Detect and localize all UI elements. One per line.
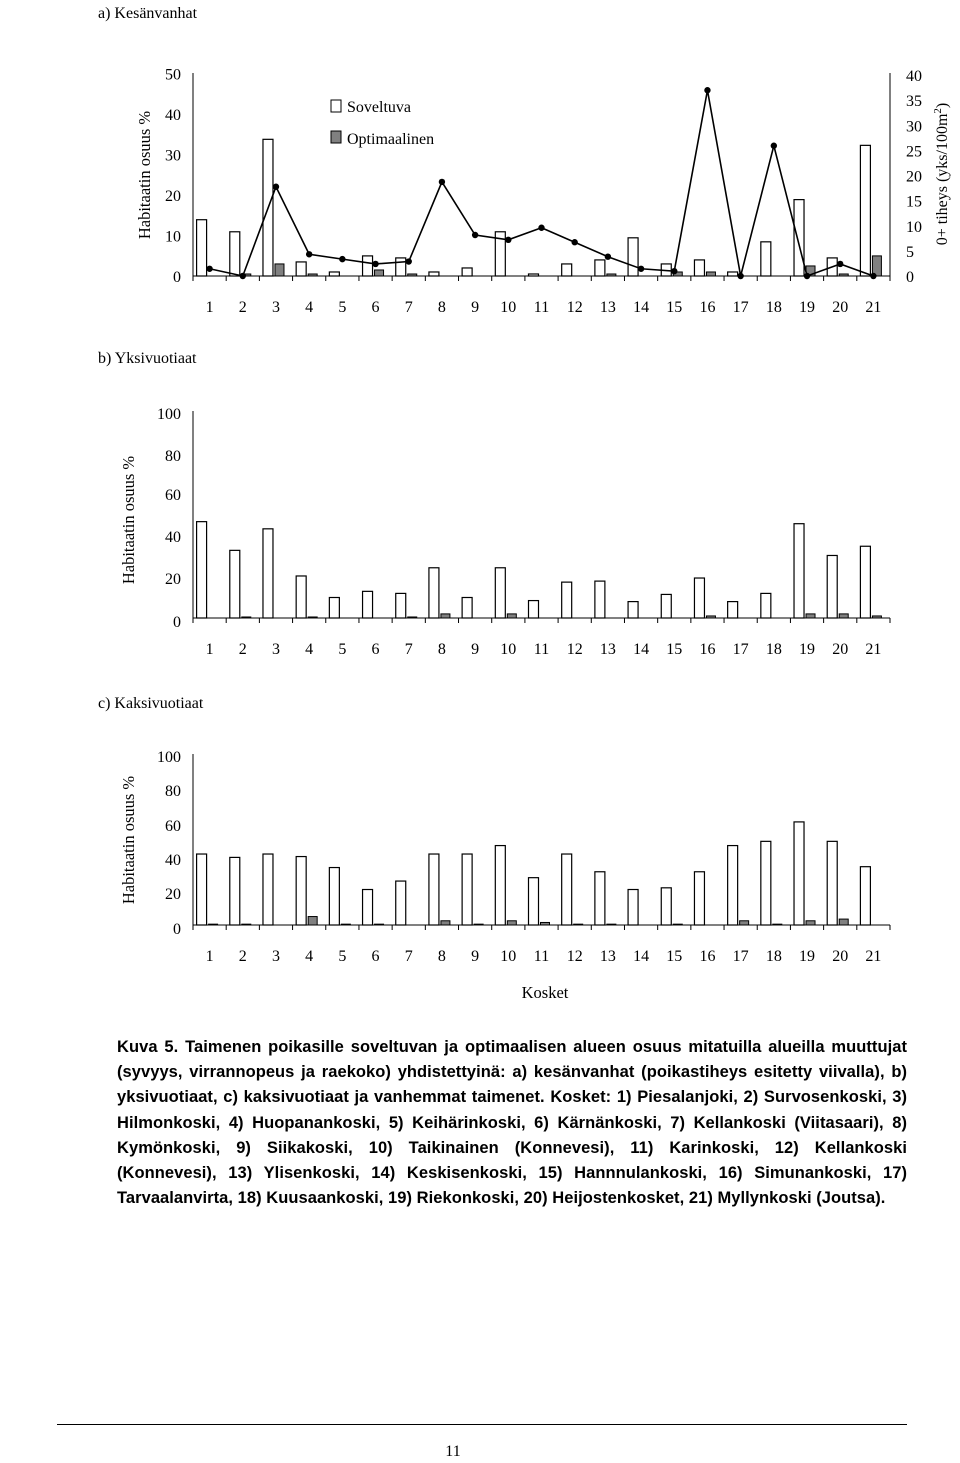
- y-right-tick-label: 10: [906, 218, 922, 236]
- x-tick-label: 19: [799, 299, 816, 316]
- bar-soveltuva: [529, 878, 539, 925]
- x-tick-label: 11: [533, 948, 550, 965]
- bar-soveltuva: [462, 854, 472, 925]
- bar-soveltuva: [728, 602, 738, 618]
- x-tick-label: 4: [305, 948, 314, 965]
- y-tick-label: 50: [165, 66, 181, 84]
- density-point: [737, 273, 743, 279]
- x-tick-label: 2: [238, 299, 247, 316]
- bar-soveltuva: [628, 602, 638, 618]
- bar-soveltuva: [628, 890, 638, 925]
- y-axis-title-right-main: 0+ tiheys (yks/100m: [934, 113, 951, 246]
- bar-optimaalinen: [574, 924, 583, 925]
- bar-optimaalinen: [806, 921, 815, 925]
- bar-soveltuva: [263, 529, 273, 618]
- x-tick-label: 5: [338, 641, 347, 658]
- x-tick-label: 13: [599, 299, 616, 316]
- bar-soveltuva: [197, 522, 207, 618]
- x-tick-label: 15: [666, 948, 683, 965]
- panel-title: a) Kesänvanhat: [98, 5, 198, 22]
- density-point: [870, 273, 876, 279]
- y-tick-label: 60: [165, 487, 181, 504]
- x-tick-label: 20: [832, 641, 849, 658]
- bar-optimaalinen: [308, 917, 317, 925]
- x-tick-label: 3: [271, 299, 280, 316]
- x-tick-label: 20: [832, 299, 849, 316]
- bar-optimaalinen: [706, 616, 715, 618]
- bar-soveltuva: [827, 555, 837, 618]
- y-axis-title-right-close: ): [934, 102, 951, 109]
- y-axis-title-right-sup: 2: [932, 108, 944, 114]
- x-tick-label: 7: [404, 299, 413, 316]
- x-tick-label: 12: [566, 641, 583, 658]
- density-point: [472, 232, 478, 238]
- bar-soveltuva: [860, 867, 870, 925]
- legend-label-optimaalinen: Optimaalinen: [347, 131, 435, 148]
- x-tick-label: 1: [205, 641, 214, 658]
- density-point: [306, 251, 312, 257]
- density-point: [372, 261, 378, 267]
- bar-soveltuva: [363, 256, 373, 276]
- density-point: [704, 87, 710, 93]
- x-tick-label: 17: [732, 641, 749, 658]
- x-tick-label: 19: [799, 948, 816, 965]
- y-right-tick-label: 20: [906, 168, 922, 186]
- density-point: [638, 266, 644, 272]
- bar-soveltuva: [595, 872, 605, 925]
- y-tick-label: 40: [165, 107, 181, 124]
- x-tick-label: 11: [533, 299, 550, 316]
- bar-optimaalinen: [507, 614, 516, 618]
- bar-soveltuva: [595, 581, 605, 618]
- bar-optimaalinen: [839, 614, 848, 618]
- y-tick-label: 60: [165, 818, 181, 835]
- figure-caption: [117, 1035, 907, 1211]
- y-tick-label: 10: [165, 228, 181, 246]
- bar-optimaalinen: [872, 616, 881, 618]
- panel-title: b) Yksivuotiaat: [98, 350, 197, 367]
- x-tick-label: 7: [404, 948, 413, 965]
- x-tick-label: 18: [765, 299, 782, 316]
- x-tick-label: 10: [500, 948, 517, 965]
- panel-title: c) Kaksivuotiaat: [98, 695, 204, 712]
- bar-optimaalinen: [341, 924, 350, 925]
- x-tick-label: 6: [371, 641, 380, 658]
- x-tick-label: 12: [566, 948, 583, 965]
- y-axis-title: Habitaatin osuus %: [119, 775, 138, 905]
- x-tick-label: 6: [371, 299, 380, 316]
- bar-optimaalinen: [607, 274, 616, 276]
- bar-soveltuva: [296, 262, 306, 276]
- bar-soveltuva: [761, 242, 771, 276]
- y-tick-label: 100: [157, 749, 181, 766]
- density-point: [406, 258, 412, 264]
- bar-soveltuva: [296, 576, 306, 618]
- density-point: [505, 237, 511, 243]
- bar-soveltuva: [329, 598, 339, 619]
- density-point: [771, 143, 777, 149]
- bar-soveltuva: [363, 591, 373, 618]
- bar-soveltuva: [827, 841, 837, 925]
- bar-soveltuva: [329, 868, 339, 925]
- bar-optimaalinen: [839, 919, 848, 925]
- x-tick-label: 18: [765, 948, 782, 965]
- x-tick-label: 1: [205, 299, 214, 316]
- x-tick-label: 1: [205, 948, 214, 965]
- bar-soveltuva: [230, 550, 240, 618]
- bar-soveltuva: [462, 268, 472, 276]
- y-axis-title-right: [932, 103, 951, 246]
- x-tick-label: 18: [765, 641, 782, 658]
- bar-soveltuva: [429, 568, 439, 618]
- bar-soveltuva: [794, 822, 804, 925]
- bar-soveltuva: [562, 582, 572, 618]
- bar-soveltuva: [396, 258, 406, 276]
- bar-soveltuva: [794, 524, 804, 618]
- legend-swatch-optimaalinen: [331, 131, 341, 143]
- x-tick-label: 14: [633, 948, 650, 965]
- x-tick-label: 9: [471, 948, 480, 965]
- y-tick-label: 0: [173, 921, 181, 938]
- bar-optimaalinen: [275, 264, 284, 276]
- x-tick-label: 8: [437, 641, 446, 658]
- x-axis-title: Kosket: [521, 983, 569, 1002]
- x-tick-label: 17: [732, 948, 749, 965]
- x-tick-label: 3: [271, 948, 280, 965]
- x-tick-label: 17: [732, 299, 749, 316]
- bar-soveltuva: [197, 854, 207, 925]
- caption-prefix: Kuva 5.: [117, 1038, 179, 1056]
- bar-soveltuva: [429, 854, 439, 925]
- x-tick-label: 8: [437, 948, 446, 965]
- y-tick-label: 0: [173, 614, 181, 631]
- y-right-tick-label: 0: [906, 269, 914, 286]
- bar-optimaalinen: [408, 617, 417, 618]
- bar-optimaalinen: [408, 274, 417, 276]
- x-tick-label: 20: [832, 948, 849, 965]
- x-tick-label: 4: [305, 641, 314, 658]
- bar-soveltuva: [694, 260, 704, 276]
- x-tick-label: 2: [238, 641, 247, 658]
- x-tick-label: 19: [799, 641, 816, 658]
- density-point: [240, 273, 246, 279]
- bar-soveltuva: [860, 546, 870, 618]
- y-tick-label: 40: [165, 529, 181, 546]
- x-tick-label: 10: [500, 641, 517, 658]
- bar-optimaalinen: [839, 274, 848, 276]
- bar-optimaalinen: [375, 924, 384, 925]
- x-tick-label: 14: [633, 641, 650, 658]
- bar-soveltuva: [529, 274, 539, 276]
- y-tick-label: 30: [165, 147, 181, 165]
- bar-soveltuva: [495, 568, 505, 618]
- bar-soveltuva: [628, 238, 638, 276]
- footer-rule: [57, 1424, 907, 1425]
- x-tick-label: 9: [471, 641, 480, 658]
- x-tick-label: 2: [238, 948, 247, 965]
- y-right-tick-label: 15: [906, 193, 922, 211]
- y-tick-label: 20: [165, 886, 181, 903]
- y-tick-label: 100: [157, 406, 181, 423]
- bar-optimaalinen: [242, 617, 251, 618]
- x-tick-label: 9: [471, 299, 480, 316]
- x-tick-label: 4: [305, 299, 314, 316]
- bar-soveltuva: [529, 601, 539, 618]
- bar-optimaalinen: [706, 272, 715, 276]
- x-tick-label: 21: [865, 299, 882, 316]
- bar-soveltuva: [595, 260, 605, 276]
- x-tick-label: 16: [699, 299, 716, 316]
- density-point: [605, 254, 611, 260]
- bar-optimaalinen: [209, 924, 218, 925]
- bar-optimaalinen: [474, 924, 483, 925]
- bar-soveltuva: [363, 890, 373, 925]
- bar-soveltuva: [694, 578, 704, 618]
- density-line: [210, 90, 874, 276]
- x-tick-label: 5: [338, 948, 347, 965]
- density-point: [837, 261, 843, 267]
- bar-soveltuva: [661, 594, 671, 618]
- density-point: [804, 273, 810, 279]
- bar-optimaalinen: [242, 924, 251, 925]
- bar-soveltuva: [761, 841, 771, 925]
- x-tick-label: 16: [699, 948, 716, 965]
- bar-optimaalinen: [673, 924, 682, 925]
- bar-optimaalinen: [773, 924, 782, 925]
- bar-soveltuva: [562, 264, 572, 276]
- bar-soveltuva: [562, 854, 572, 925]
- y-right-tick-label: 40: [906, 68, 922, 85]
- bar-optimaalinen: [441, 921, 450, 925]
- density-point: [538, 225, 544, 231]
- y-tick-label: 80: [165, 783, 181, 800]
- y-tick-label: 20: [165, 188, 181, 205]
- x-tick-label: 7: [404, 641, 413, 658]
- bar-soveltuva: [462, 598, 472, 619]
- y-right-tick-label: 5: [906, 243, 914, 261]
- caption-text: Taimenen poikasille soveltuvan ja optimaalisen alueen osuus mitatuilla alueilla muuttujat (syvyys, virrannopeus ja raekoko) yhdistettyinä: a) kesänvanhat (poikastiheys esitetty viivalla), b) yksivuotiaat, c) kaksivuotiaat ja vanhemmat taimenet. Kosket: 1) Piesalanjoki, 2) Survosenkoski, 3) Hilmonkoski, 4) Huopanankoski, 5) Keihärinkoski, 6) Kärnänkoski, 7) Kellankoski (Viitasaari), 8) Kymönkoski, 9) Siikakoski, 10) Taikinainen (Konnevesi), 11) Karinkoski, 12) Kellankoski (Konnevesi), 13) Ylisenkoski, 14) Keskisenkoski, 15) Hannnulankoski, 16) Simunankoski, 17) Tarvaalanvirta, 18) Kuusaankoski, 19) Riekonkoski, 20) Heijostenkosket, 21) Myllynkoski (Joutsa).: [117, 1038, 907, 1208]
- bar-soveltuva: [396, 593, 406, 618]
- y-tick-label: 80: [165, 448, 181, 465]
- bar-optimaalinen: [308, 274, 317, 276]
- bar-soveltuva: [728, 846, 738, 925]
- x-tick-label: 10: [500, 299, 517, 316]
- bar-soveltuva: [296, 857, 306, 925]
- bar-soveltuva: [197, 220, 207, 276]
- bar-soveltuva: [728, 272, 738, 276]
- density-point: [339, 256, 345, 262]
- y-axis-title: Habitaatin osuus %: [135, 110, 154, 240]
- bar-optimaalinen: [806, 614, 815, 618]
- x-tick-label: 3: [271, 641, 280, 658]
- bar-soveltuva: [230, 857, 240, 925]
- x-tick-label: 5: [338, 299, 347, 316]
- y-axis-title: Habitaatin osuus %: [119, 455, 138, 585]
- x-tick-label: 21: [865, 641, 882, 658]
- page-number: 11: [445, 1443, 461, 1460]
- density-point: [671, 268, 677, 274]
- y-right-tick-label: 30: [906, 118, 922, 136]
- bar-optimaalinen: [740, 921, 749, 925]
- bar-soveltuva: [495, 846, 505, 925]
- bar-optimaalinen: [441, 614, 450, 618]
- y-tick-label: 0: [173, 269, 181, 286]
- x-tick-label: 8: [437, 299, 446, 316]
- x-tick-label: 13: [599, 641, 616, 658]
- bar-optimaalinen: [308, 617, 317, 618]
- bar-soveltuva: [329, 272, 339, 276]
- y-right-tick-label: 25: [906, 143, 922, 161]
- legend-swatch-soveltuva: [331, 100, 341, 112]
- x-tick-label: 6: [371, 948, 380, 965]
- x-tick-label: 11: [533, 641, 550, 658]
- x-tick-label: 21: [865, 948, 882, 965]
- bar-optimaalinen: [507, 921, 516, 925]
- y-tick-label: 40: [165, 852, 181, 869]
- legend-label-soveltuva: Soveltuva: [347, 99, 411, 116]
- density-point: [571, 239, 577, 245]
- x-tick-label: 15: [666, 299, 683, 316]
- x-tick-label: 16: [699, 641, 716, 658]
- y-tick-label: 20: [165, 571, 181, 588]
- bar-soveltuva: [429, 272, 439, 276]
- bar-optimaalinen: [607, 924, 616, 925]
- density-point: [206, 266, 212, 272]
- bar-soveltuva: [661, 888, 671, 925]
- bar-soveltuva: [263, 854, 273, 925]
- y-right-tick-label: 35: [906, 93, 922, 111]
- x-tick-label: 15: [666, 641, 683, 658]
- x-tick-label: 13: [599, 948, 616, 965]
- density-point: [273, 184, 279, 190]
- x-tick-label: 14: [633, 299, 650, 316]
- bar-soveltuva: [230, 232, 240, 276]
- x-tick-label: 12: [566, 299, 583, 316]
- bar-soveltuva: [694, 872, 704, 925]
- bar-soveltuva: [396, 881, 406, 925]
- bar-soveltuva: [794, 200, 804, 276]
- density-point: [439, 179, 445, 185]
- bar-soveltuva: [761, 593, 771, 618]
- bar-soveltuva: [860, 145, 870, 276]
- bar-optimaalinen: [541, 922, 550, 925]
- bar-optimaalinen: [375, 270, 384, 276]
